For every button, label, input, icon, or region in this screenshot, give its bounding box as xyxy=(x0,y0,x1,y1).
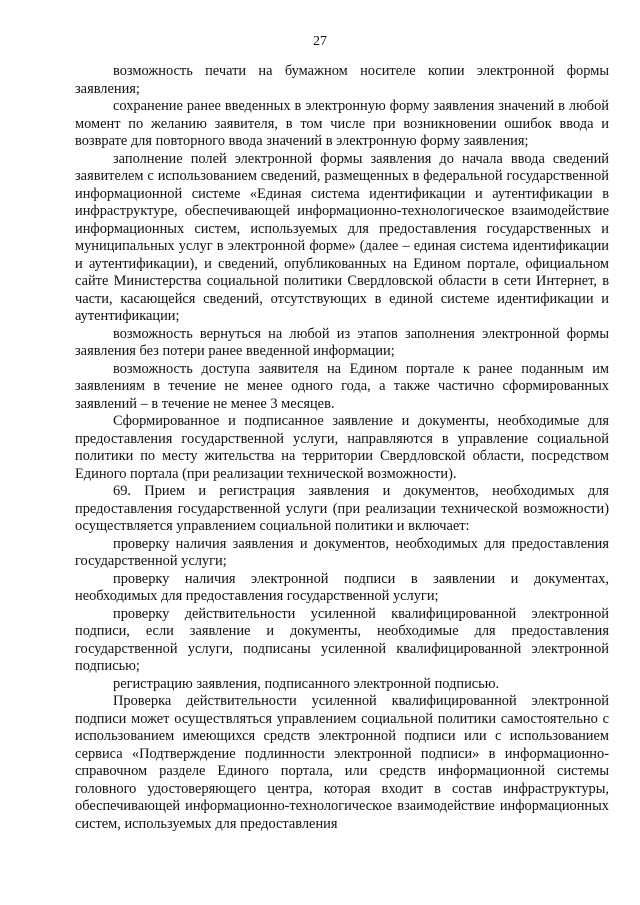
page-number: 27 xyxy=(313,34,327,49)
paragraph-access-previous: возможность доступа заявителя на Едином портале к ранее поданным им заявлениям в течение не менее одного года, а также частично сформированных заявлений – в течение не менее 3 месяцев. xyxy=(75,360,609,412)
paragraph-submission: Сформированное и подписанное заявление и документы, необходимые для предоставления государственной услуги, направляются в управление социальной политики по месту жительства на территории Свердловской области, посредством Единого портала (при реализации технической возможности). xyxy=(75,413,609,482)
paragraph-check-validity: проверку действительности усиленной квалифицированной электронной подписи, если заявление и документы, необходимые для предоставления государственной услуги, подписаны усиленной квалифицированной электронной подписью; xyxy=(75,605,609,674)
paragraph-registration: регистрацию заявления, подписанного электронной подписью. xyxy=(113,675,500,692)
paragraph-check-documents: проверку наличия заявления и документов, необходимых для предоставления государственной услуги; xyxy=(75,535,609,569)
paragraph-return-to-stage: возможность вернуться на любой из этапов заполнения электронной формы заявления без потери ранее введенной информации; xyxy=(75,325,609,359)
paragraph-print-copy: возможность печати на бумажном носителе копии электронной формы заявления; xyxy=(75,63,609,97)
paragraph-check-signature: проверку наличия электронной подписи в заявлении и документах, необходимых для предоставления государственной услуги; xyxy=(75,570,609,604)
paragraph-save-values: сохранение ранее введенных в электронную форму заявления значений в любой момент по желанию заявителя, в том числе при возникновении ошибок ввода и возврате для повторного ввода значений в электронную форму заявления; xyxy=(75,98,609,149)
paragraph-validity-check-methods: Проверка действительности усиленной квалифицированной электронной подписи может осуществляться управлением социальной политики самостоятельно с использованием имеющихся средств электронной подписи или с использованием сервиса «Подтверждение подлинности электронной подписи» в информационно-справочном разделе Единого портала, или средств информационной системы головного удостоверяющего центра, которая входит в состав инфраструктуры, обеспечивающей информационно-технологическое взаимодействие информационных систем, используемых для предоставления xyxy=(75,693,609,832)
paragraph-item-69: 69. Прием и регистрация заявления и документов, необходимых для предоставления государственной услуги (при реализации технической возможности) осуществляется управлением социальной политики и включает: xyxy=(75,483,609,534)
paragraph-autofill-fields: заполнение полей электронной формы заявления до начала ввода сведений заявителем с использованием сведений, размещенных в федеральной государственной информационной системе «Единая система идентификации и аутентификации в инфраструктуре, обеспечивающей информационно-технологическое взаимодействие информационных систем, используемых для предоставления государственных и муниципальных услуг в электронной форме» (далее – единая система идентификации и аутентификации), и сведений, опубликованных на Едином портале, официальном сайте Министерства социальной политики Свердловской области в сети Интернет, в части, касающейся сведений, отсутствующих в единой системе идентификации и аутентификации; xyxy=(75,150,609,324)
document-body xyxy=(75,63,609,833)
